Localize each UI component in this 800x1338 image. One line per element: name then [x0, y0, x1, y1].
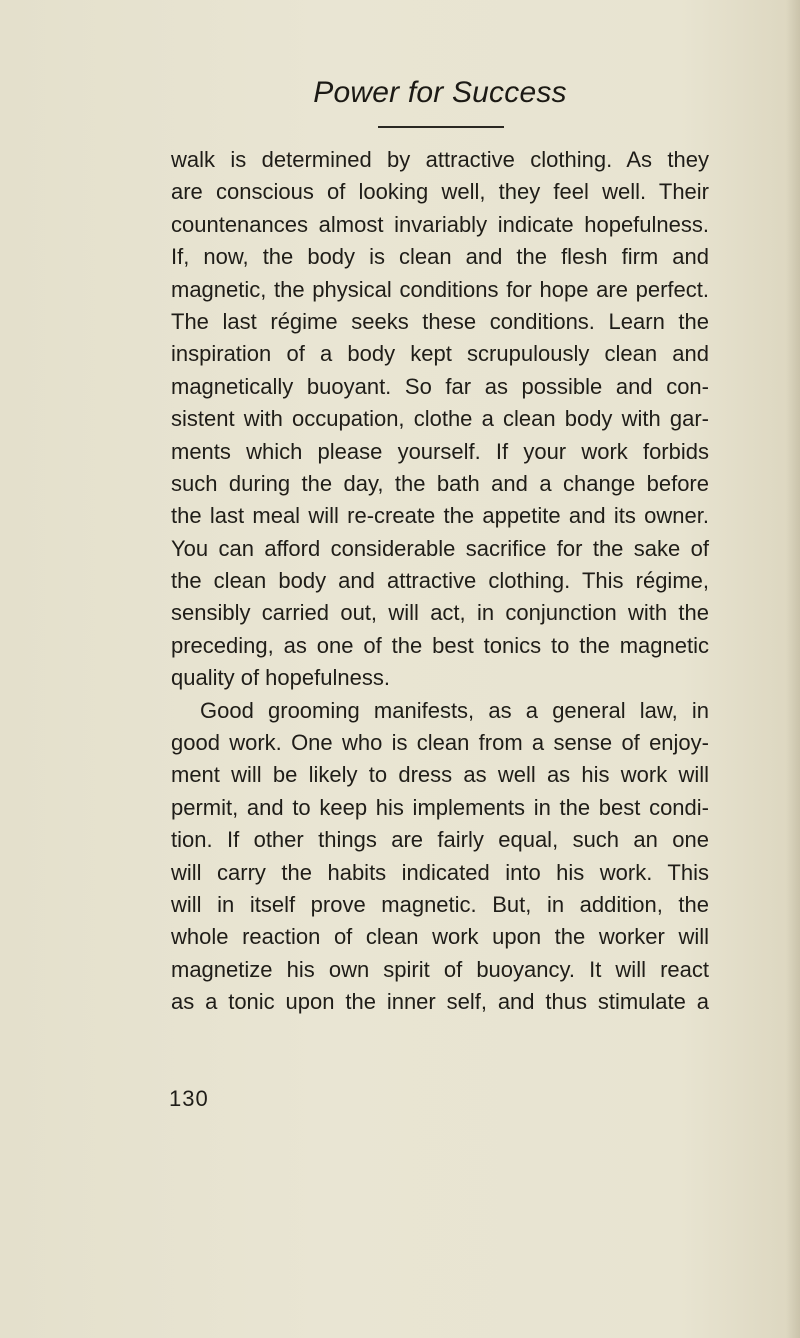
text-line: the clean body and attractive clothing. This régime,	[171, 568, 709, 594]
text-line: will carry the habits indicated into his work. This	[171, 859, 709, 885]
text-line: magnetic, the physical conditions for hope are perfect.	[171, 276, 709, 302]
text-line: permit, and to keep his implements in the best condi-	[171, 794, 709, 820]
text-line: such during the day, the bath and a change before	[171, 470, 709, 496]
text-line: magnetize his own spirit of buoyancy. It will react	[171, 956, 709, 982]
text-line: quality of hopefulness.	[171, 665, 390, 691]
text-line: countenances almost invariably indicate hopefulness.	[171, 211, 709, 237]
text-line: You can afford considerable sacrifice for the sake of	[171, 535, 709, 561]
text-line: ment will be likely to dress as well as his work will	[171, 762, 709, 788]
text-line: will in itself prove magnetic. But, in addition, the	[171, 891, 709, 917]
body-text	[171, 144, 709, 1019]
text-line: Good grooming manifests, as a general law, in	[200, 697, 709, 723]
text-line: sensibly carried out, will act, in conjunction with the	[171, 600, 709, 626]
text-line: preceding, as one of the best tonics to the magnetic	[171, 632, 709, 658]
text-line: tion. If other things are fairly equal, such an one	[171, 827, 709, 853]
running-head: Power for Success	[313, 76, 567, 109]
page-number: 130	[169, 1086, 209, 1111]
text-line: The last régime seeks these conditions. Learn the	[171, 308, 709, 334]
text-line: whole reaction of clean work upon the worker will	[171, 924, 709, 950]
paragraph	[171, 695, 709, 1019]
running-head-rule	[378, 126, 504, 128]
text-line: as a tonic upon the inner self, and thus stimulate a	[171, 989, 709, 1015]
page-edge-shadow	[786, 0, 800, 1338]
text-line: good work. One who is clean from a sense of enjoy-	[171, 730, 709, 756]
text-line: ments which please yourself. If your work forbids	[171, 438, 709, 464]
paragraph	[171, 144, 709, 695]
text-line: magnetically buoyant. So far as possible and con-	[171, 373, 709, 399]
text-line: walk is determined by attractive clothing. As they	[171, 147, 709, 172]
text-line: inspiration of a body kept scrupulously clean and	[171, 341, 709, 367]
text-line: are conscious of looking well, they feel well. Their	[171, 179, 709, 205]
text-line: If, now, the body is clean and the flesh firm and	[171, 244, 709, 270]
text-line: the last meal will re-create the appetite and its owner.	[171, 503, 709, 529]
text-line: sistent with occupation, clothe a clean body with gar-	[171, 406, 709, 432]
